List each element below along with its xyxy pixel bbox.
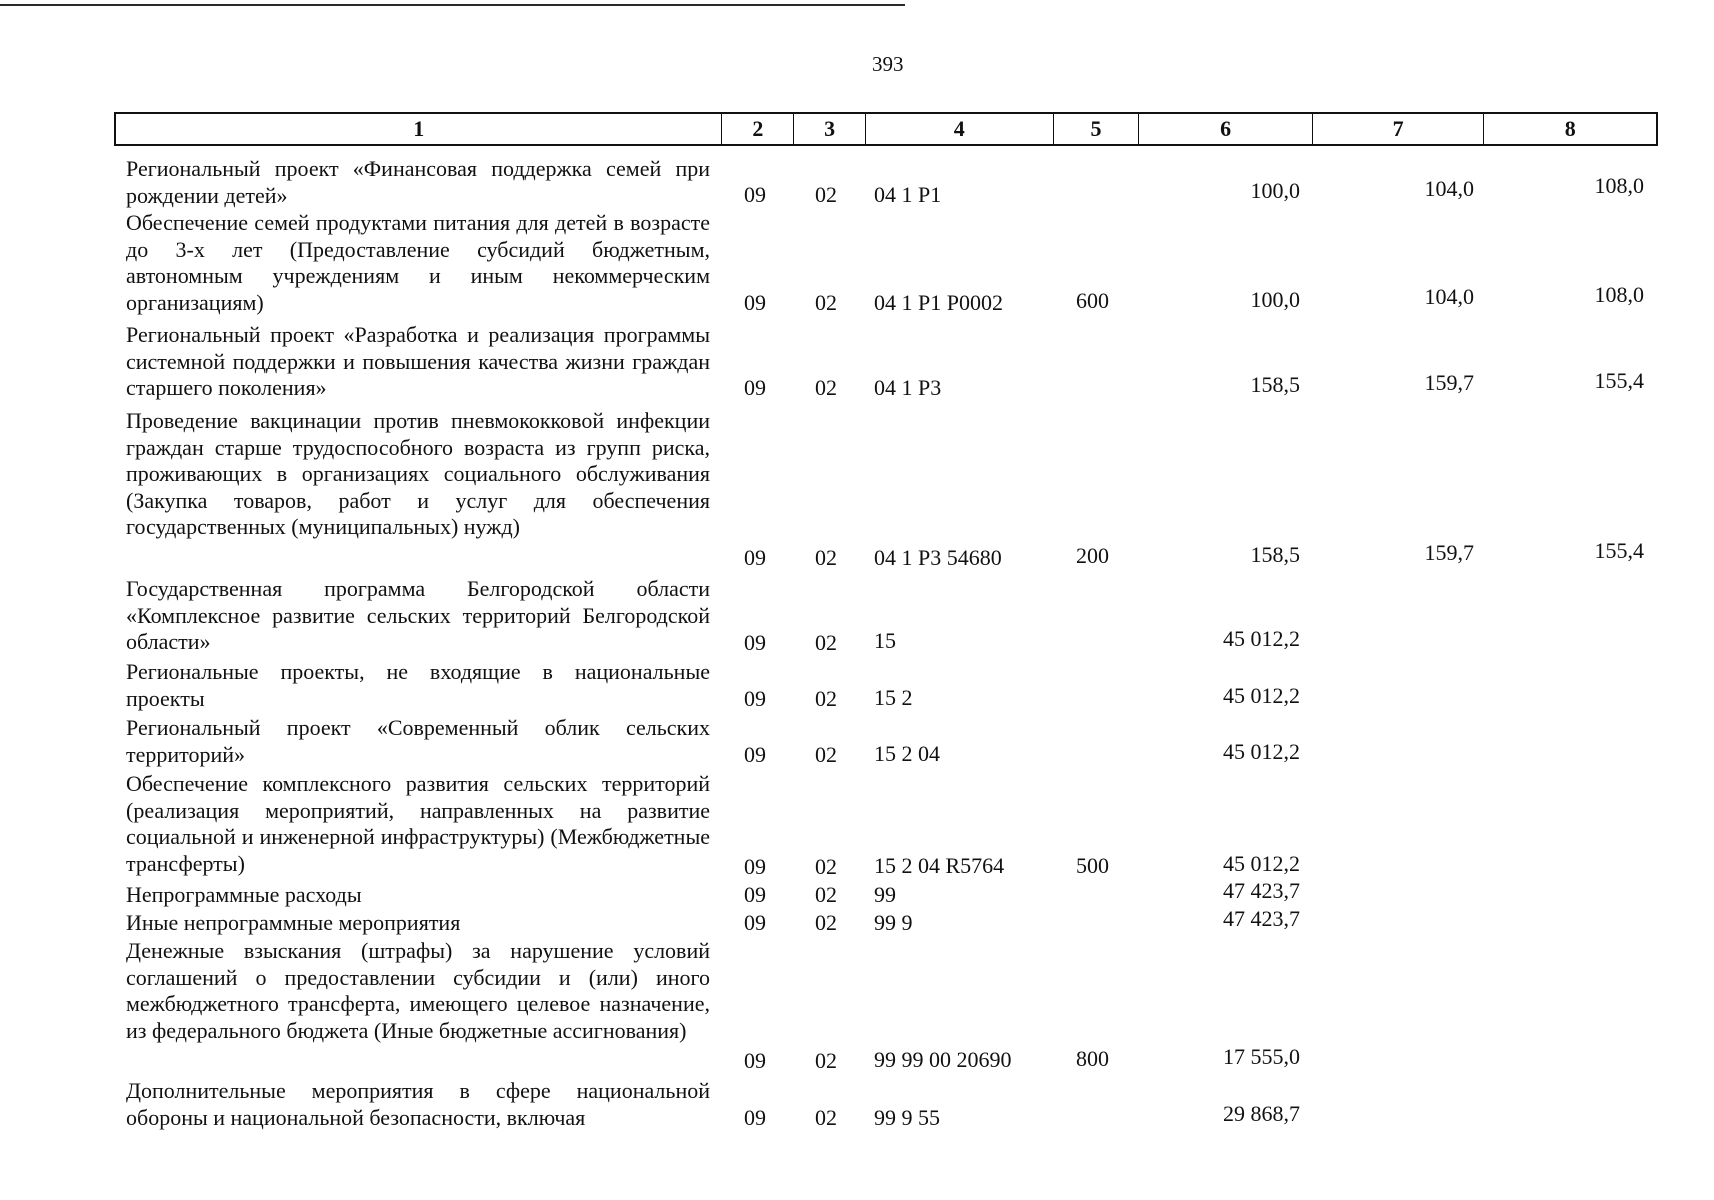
row-col-6: 29 868,7 bbox=[1223, 1101, 1300, 1126]
row-col-6: 45 012,2 bbox=[1223, 626, 1300, 651]
row-col-4: 99 bbox=[874, 882, 896, 907]
row-col-4: 99 9 55 bbox=[874, 1105, 940, 1130]
row-col-6: 100,0 bbox=[1250, 178, 1300, 203]
row-description: Региональный проект «Современный облик сельских территорий» bbox=[126, 715, 710, 767]
row-col-3: 02 bbox=[815, 545, 837, 570]
row-col-5: 600 bbox=[1076, 288, 1109, 313]
header-col-7: 7 bbox=[1313, 114, 1485, 144]
row-col-6: 100,0 bbox=[1250, 287, 1300, 312]
row-col-6: 47 423,7 bbox=[1223, 878, 1300, 903]
row-col-7: 159,7 bbox=[1424, 370, 1474, 395]
header-col-1: 1 bbox=[116, 114, 722, 144]
row-col-4: 04 1 P3 bbox=[874, 375, 942, 400]
header-col-2: 2 bbox=[722, 114, 794, 144]
header-col-5: 5 bbox=[1054, 114, 1140, 144]
top-border-line bbox=[0, 4, 905, 6]
row-col-6: 45 012,2 bbox=[1223, 739, 1300, 764]
row-description: Дополнительные мероприятия в сфере национальной обороны и национальной безопасности, включая bbox=[126, 1078, 710, 1130]
row-col-3: 02 bbox=[815, 686, 837, 711]
row-col-2: 09 bbox=[744, 182, 766, 207]
row-col-4: 15 bbox=[874, 628, 896, 653]
row-col-2: 09 bbox=[744, 854, 766, 879]
row-col-6: 17 555,0 bbox=[1223, 1044, 1300, 1069]
row-description: Государственная программа Белгородской области «Комплексное развитие сельских территорий Белгородской области» bbox=[126, 576, 710, 654]
row-col-8: 108,0 bbox=[1594, 173, 1644, 198]
header-col-3: 3 bbox=[794, 114, 866, 144]
row-col-3: 02 bbox=[815, 742, 837, 767]
row-col-6: 158,5 bbox=[1250, 372, 1300, 397]
row-col-6: 158,5 bbox=[1250, 542, 1300, 567]
row-description: Региональные проекты, не входящие в национальные проекты bbox=[126, 659, 710, 711]
row-col-7: 159,7 bbox=[1424, 540, 1474, 565]
row-col-2: 09 bbox=[744, 290, 766, 315]
row-description: Иные непрограммные мероприятия bbox=[126, 910, 461, 935]
row-col-2: 09 bbox=[744, 882, 766, 907]
row-col-3: 02 bbox=[815, 630, 837, 655]
row-col-2: 09 bbox=[744, 686, 766, 711]
row-description: Проведение вакцинации против пневмококковой инфекции граждан старше трудоспособного возраста из групп риска, проживающих в организациях социального обслуживания (Закупка товаров, работ и услуг для обеспечения государственных (муниципальных) нужд) bbox=[126, 408, 710, 539]
row-col-2: 09 bbox=[744, 375, 766, 400]
row-col-6: 47 423,7 bbox=[1223, 906, 1300, 931]
row-col-6: 45 012,2 bbox=[1223, 851, 1300, 876]
row-col-2: 09 bbox=[744, 630, 766, 655]
row-col-3: 02 bbox=[815, 375, 837, 400]
header-col-6: 6 bbox=[1139, 114, 1313, 144]
row-col-5: 800 bbox=[1076, 1046, 1109, 1071]
row-col-3: 02 bbox=[815, 182, 837, 207]
row-col-3: 02 bbox=[815, 910, 837, 935]
row-col-6: 45 012,2 bbox=[1223, 683, 1300, 708]
row-col-3: 02 bbox=[815, 1048, 837, 1073]
row-col-8: 155,4 bbox=[1594, 368, 1644, 393]
row-col-3: 02 bbox=[815, 882, 837, 907]
row-col-3: 02 bbox=[815, 1105, 837, 1130]
row-col-3: 02 bbox=[815, 290, 837, 315]
row-col-4: 15 2 04 bbox=[874, 741, 940, 766]
row-col-2: 09 bbox=[744, 910, 766, 935]
header-col-8: 8 bbox=[1564, 116, 1576, 141]
table-header bbox=[114, 112, 1658, 146]
row-col-4: 04 1 P1 bbox=[874, 182, 942, 207]
row-col-7: 104,0 bbox=[1424, 284, 1474, 309]
row-col-2: 09 bbox=[744, 545, 766, 570]
row-description: Непрограммные расходы bbox=[126, 882, 362, 907]
row-col-4: 04 1 P3 54680 bbox=[874, 545, 1002, 570]
row-col-5: 200 bbox=[1076, 543, 1109, 568]
row-col-4: 99 9 bbox=[874, 910, 913, 935]
row-col-2: 09 bbox=[744, 742, 766, 767]
row-col-7: 104,0 bbox=[1424, 176, 1474, 201]
row-col-2: 09 bbox=[744, 1105, 766, 1130]
row-col-8: 155,4 bbox=[1594, 538, 1644, 563]
row-col-5: 500 bbox=[1076, 853, 1109, 878]
row-description: Региональный проект «Финансовая поддержка семей при рождении детей» bbox=[126, 156, 710, 208]
row-description: Региональный проект «Разработка и реализация программы системной поддержки и повышения качества жизни граждан старшего поколения» bbox=[126, 322, 710, 400]
row-col-4: 04 1 P1 P0002 bbox=[874, 290, 1003, 315]
row-col-8: 108,0 bbox=[1594, 282, 1644, 307]
row-description: Обеспечение комплексного развития сельских территорий (реализация мероприятий, направленных на развитие социальной и инженерной инфраструктуры) (Межбюджетные трансферты) bbox=[126, 771, 710, 876]
row-col-4: 15 2 04 R5764 bbox=[874, 853, 1005, 878]
header-col-4: 4 bbox=[866, 114, 1054, 144]
row-col-4: 15 2 bbox=[874, 685, 913, 710]
row-description: Денежные взыскания (штрафы) за нарушение условий соглашений о предоставлении субсидии и (или) иного межбюджетного трансферта, имеющего целевое назначение, из федерального бюджета (Иные бюджетные ассигнования) bbox=[126, 938, 710, 1043]
row-col-2: 09 bbox=[744, 1048, 766, 1073]
row-description: Обеспечение семей продуктами питания для детей в возрасте до 3-х лет (Предоставление субсидий бюджетным, автономным учреждениям и иным некоммерческим организациям) bbox=[126, 210, 710, 315]
row-col-4: 99 99 00 20690 bbox=[874, 1047, 1012, 1072]
page-number: 393 bbox=[872, 52, 904, 76]
row-col-3: 02 bbox=[815, 854, 837, 879]
